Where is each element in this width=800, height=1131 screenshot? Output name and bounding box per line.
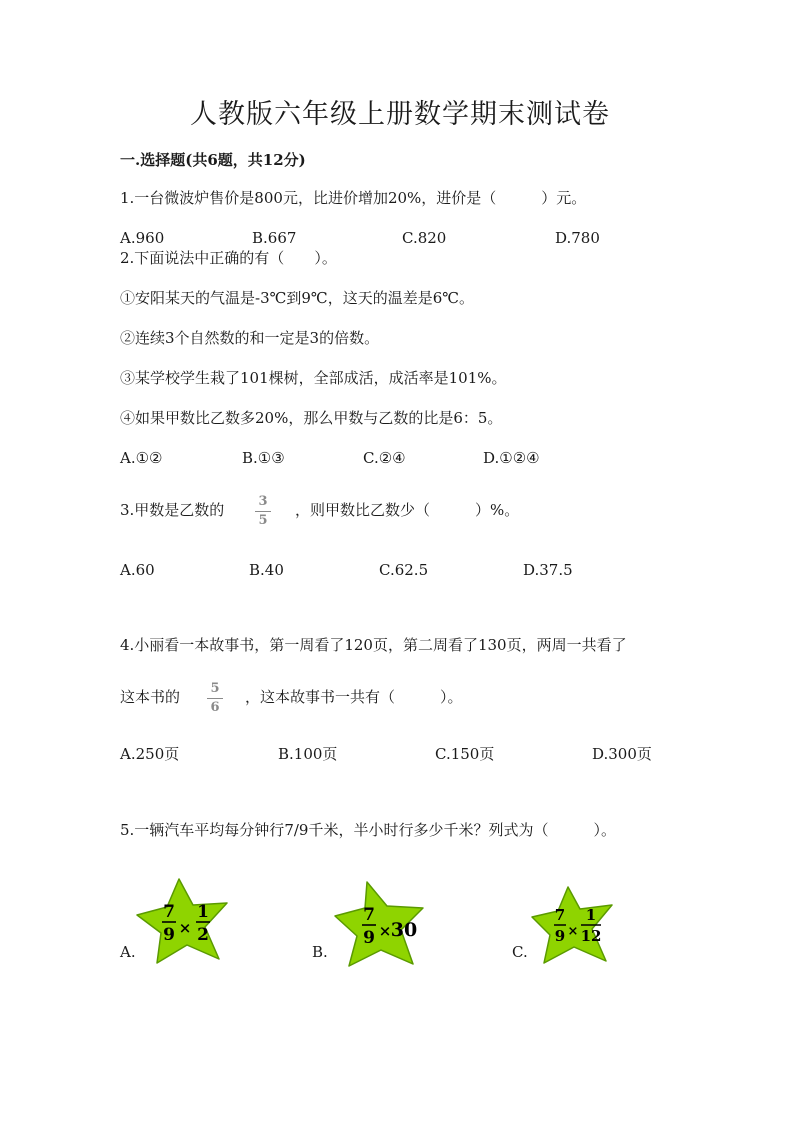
- question-5-stem: 5.一辆汽车平均每分钟行7/9千米，半小时行多少千米？列式为（ ）。: [120, 821, 616, 839]
- star-a-times: ×: [178, 919, 192, 937]
- q1-option-d: D.780: [555, 229, 600, 247]
- question-3-stem-after: ，则甲数比乙数少（ ）%。: [295, 501, 520, 519]
- question-4-line-1: 4.小丽看一本故事书，第一周看了120页，第二周看了130页，两周一共看了: [120, 636, 627, 654]
- q4-option-a: A.250页: [120, 745, 180, 763]
- star-b-den: 9: [363, 928, 375, 948]
- q5-option-b-star: [331, 878, 431, 977]
- q3-option-c: C.62.5: [379, 561, 429, 579]
- star-c-times: ×: [567, 924, 579, 939]
- q2-statement-1: ①安阳某天的气温是-3℃到9℃，这天的温差是6℃。: [120, 289, 475, 307]
- q3-fraction: [253, 494, 273, 529]
- q1-option-a: A.960: [120, 229, 165, 247]
- q4-option-d: D.300页: [592, 745, 652, 763]
- star-a-num: 7: [163, 902, 175, 922]
- question-1-stem: 1.一台微波炉售价是800元，比进价增加20%，进价是（ ）元。: [120, 189, 587, 207]
- q5-option-c-star: [528, 883, 618, 972]
- q3-option-a: A.60: [120, 561, 155, 579]
- question-4-line-2-after: ，这本故事书一共有（ ）。: [245, 688, 463, 706]
- fraction-bar: [255, 511, 271, 512]
- q3-fraction-numerator: 3: [258, 494, 268, 509]
- star-c-den: 9: [554, 927, 566, 945]
- q5-option-b-label: B.: [312, 943, 328, 961]
- q2-statement-3: ③某学校学生栽了101棵树，全部成活，成活率是101%。: [120, 369, 507, 387]
- q1-option-c: C.820: [402, 229, 447, 247]
- q4-option-c: C.150页: [435, 745, 495, 763]
- star-a-b-den: 2: [197, 925, 209, 945]
- star-a-den: 9: [163, 925, 175, 945]
- q4-fraction-numerator: 5: [210, 681, 220, 696]
- q3-option-b: B.40: [249, 561, 284, 579]
- question-2-stem: 2.下面说法中正确的有（ ）。: [120, 249, 337, 267]
- q4-fraction-denominator: 6: [210, 700, 220, 715]
- star-b-times: ×: [378, 922, 392, 940]
- q2-option-a: A.①②: [120, 449, 163, 467]
- q3-option-d: D.37.5: [523, 561, 573, 579]
- question-4-line-2-before: 这本书的: [120, 688, 181, 706]
- q5-option-a-star: [133, 875, 233, 974]
- star-c-b-num: 1: [585, 906, 597, 924]
- q1-option-b: B.667: [252, 229, 297, 247]
- q2-option-d: D.①②④: [483, 449, 540, 467]
- section-heading: 一.选择题(共6题，共12分): [120, 151, 306, 169]
- question-3-stem-before: 3.甲数是乙数的: [120, 501, 225, 519]
- star-c-b-den: 12: [580, 927, 602, 945]
- star-c-num: 7: [554, 906, 566, 924]
- q4-option-b: B.100页: [278, 745, 338, 763]
- q2-option-c: C.②④: [363, 449, 406, 467]
- star-b-num: 7: [363, 905, 375, 925]
- q5-option-a-label: A.: [120, 943, 136, 961]
- fraction-bar: [207, 698, 223, 699]
- page-title: 人教版六年级上册数学期末测试卷: [190, 99, 610, 130]
- q2-statement-2: ②连续3个自然数的和一定是3的倍数。: [120, 329, 380, 347]
- q2-statement-4: ④如果甲数比乙数多20%，那么甲数与乙数的比是6：5。: [120, 409, 503, 427]
- q4-fraction: [205, 681, 225, 716]
- star-b-value: 30: [390, 919, 418, 941]
- q3-fraction-denominator: 5: [258, 513, 268, 528]
- star-a-b-num: 1: [197, 902, 209, 922]
- q2-option-b: B.①③: [242, 449, 285, 467]
- q5-option-c-label: C.: [512, 943, 528, 961]
